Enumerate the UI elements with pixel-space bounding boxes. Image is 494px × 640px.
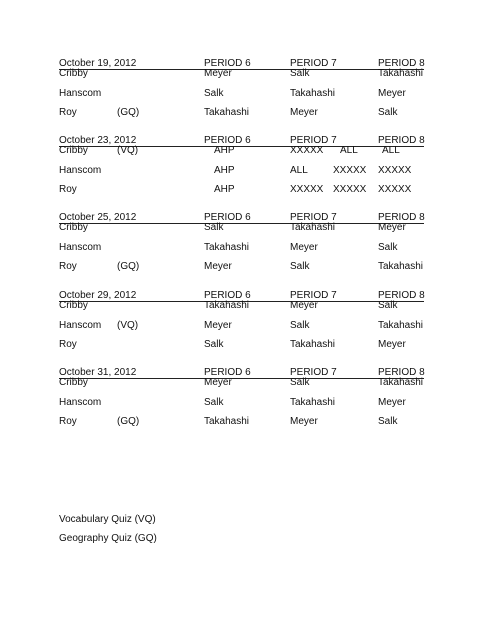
cell-period-7: Takahashi bbox=[290, 397, 336, 408]
period-6-header: PERIOD 6 bbox=[204, 290, 251, 301]
cell-period-7: Meyer bbox=[290, 416, 318, 427]
period-7-header: PERIOD 7 bbox=[290, 58, 337, 69]
cell-period-8: Meyer bbox=[378, 222, 406, 233]
cell-period-8: Salk bbox=[378, 242, 398, 253]
period-8-header: PERIOD 8 bbox=[378, 367, 425, 378]
cell-period-8: Salk bbox=[378, 107, 398, 118]
cell-period-7: Salk bbox=[290, 261, 310, 272]
table-row bbox=[0, 242, 494, 253]
table-row bbox=[0, 377, 494, 388]
table-row bbox=[0, 261, 494, 272]
student-name: Hanscom bbox=[59, 242, 102, 253]
cell-period-6: Takahashi bbox=[204, 300, 250, 311]
period-8-header: PERIOD 8 bbox=[378, 58, 425, 69]
quiz-tag: (GQ) bbox=[117, 261, 140, 272]
cell-period-6: Salk bbox=[204, 222, 224, 233]
section-date: October 25, 2012 bbox=[59, 212, 137, 223]
legend-geography-quiz: Geography Quiz (GQ) bbox=[59, 533, 157, 544]
table-row bbox=[0, 320, 494, 331]
cell-period-8: Takahashi bbox=[378, 320, 424, 331]
cell-period-7: Takahashi bbox=[290, 339, 336, 350]
student-name: Roy bbox=[59, 261, 77, 272]
table-row bbox=[0, 68, 494, 79]
cell-period-8: Meyer bbox=[378, 339, 406, 350]
cell-period-6: AHP bbox=[214, 145, 235, 156]
student-name: Roy bbox=[59, 184, 77, 195]
period-8-header: PERIOD 8 bbox=[378, 212, 425, 223]
table-row bbox=[0, 107, 494, 118]
cell-period-6: AHP bbox=[214, 184, 235, 195]
cell-period-7b: XXXXX bbox=[333, 184, 367, 195]
table-row bbox=[0, 300, 494, 311]
section-date: October 23, 2012 bbox=[59, 135, 137, 146]
quiz-tag: (GQ) bbox=[117, 416, 140, 427]
period-6-header: PERIOD 6 bbox=[204, 212, 251, 223]
period-6-header: PERIOD 6 bbox=[204, 135, 251, 146]
cell-period-8: Takahashi bbox=[378, 68, 424, 79]
cell-period-7: Salk bbox=[290, 68, 310, 79]
cell-period-8: XXXXX bbox=[378, 184, 412, 195]
table-row bbox=[0, 165, 494, 176]
student-name: Roy bbox=[59, 107, 77, 118]
student-name: Hanscom bbox=[59, 88, 102, 99]
table-row bbox=[0, 416, 494, 427]
table-row bbox=[0, 88, 494, 99]
cell-period-8: Meyer bbox=[378, 397, 406, 408]
cell-period-8: Takahashi bbox=[378, 261, 424, 272]
cell-period-8: Takahashi bbox=[378, 377, 424, 388]
cell-period-7: Meyer bbox=[290, 107, 318, 118]
cell-period-6: Meyer bbox=[204, 320, 232, 331]
table-row bbox=[0, 222, 494, 233]
cell-period-7: XXXXX bbox=[290, 184, 324, 195]
cell-period-7: XXXXX bbox=[290, 145, 324, 156]
student-name: Hanscom bbox=[59, 397, 102, 408]
cell-period-6: AHP bbox=[214, 165, 235, 176]
student-name: Cribby bbox=[59, 68, 88, 79]
quiz-tag: (VQ) bbox=[117, 145, 139, 156]
cell-period-7: ALL bbox=[290, 165, 308, 176]
cell-period-8: Salk bbox=[378, 300, 398, 311]
student-name: Cribby bbox=[59, 145, 88, 156]
cell-period-7: Takahashi bbox=[290, 222, 336, 233]
cell-period-7: Meyer bbox=[290, 242, 318, 253]
student-name: Hanscom bbox=[59, 320, 102, 331]
cell-period-8: Meyer bbox=[378, 88, 406, 99]
cell-period-6: Takahashi bbox=[204, 107, 250, 118]
period-8-header: PERIOD 8 bbox=[378, 290, 425, 301]
cell-period-6: Salk bbox=[204, 339, 224, 350]
period-7-header: PERIOD 7 bbox=[290, 290, 337, 301]
cell-period-8: Salk bbox=[378, 416, 398, 427]
student-name: Roy bbox=[59, 339, 77, 350]
cell-period-6: Meyer bbox=[204, 377, 232, 388]
student-name: Cribby bbox=[59, 377, 88, 388]
cell-period-6: Takahashi bbox=[204, 416, 250, 427]
student-name: Roy bbox=[59, 416, 77, 427]
cell-period-7: Meyer bbox=[290, 300, 318, 311]
cell-period-7: Salk bbox=[290, 377, 310, 388]
cell-period-7: Takahashi bbox=[290, 88, 336, 99]
student-name: Cribby bbox=[59, 300, 88, 311]
period-7-header: PERIOD 7 bbox=[290, 367, 337, 378]
period-6-header: PERIOD 6 bbox=[204, 58, 251, 69]
cell-period-6: Salk bbox=[204, 397, 224, 408]
student-name: Hanscom bbox=[59, 165, 102, 176]
cell-period-8: ALL bbox=[382, 145, 400, 156]
table-row bbox=[0, 397, 494, 408]
cell-period-6: Meyer bbox=[204, 261, 232, 272]
cell-period-7: Salk bbox=[290, 320, 310, 331]
cell-period-6: Takahashi bbox=[204, 242, 250, 253]
section-date: October 31, 2012 bbox=[59, 367, 137, 378]
cell-period-7b: ALL bbox=[340, 145, 358, 156]
cell-period-6: Salk bbox=[204, 88, 224, 99]
quiz-tag: (VQ) bbox=[117, 320, 139, 331]
table-row bbox=[0, 184, 494, 195]
period-6-header: PERIOD 6 bbox=[204, 367, 251, 378]
student-name: Cribby bbox=[59, 222, 88, 233]
period-7-header: PERIOD 7 bbox=[290, 212, 337, 223]
cell-period-8: XXXXX bbox=[378, 165, 412, 176]
table-row bbox=[0, 145, 494, 156]
section-date: October 29, 2012 bbox=[59, 290, 137, 301]
period-8-header: PERIOD 8 bbox=[378, 135, 425, 146]
section-date: October 19, 2012 bbox=[59, 58, 137, 69]
cell-period-6: Meyer bbox=[204, 68, 232, 79]
quiz-tag: (GQ) bbox=[117, 107, 140, 118]
legend-vocabulary-quiz: Vocabulary Quiz (VQ) bbox=[59, 514, 156, 525]
period-7-header: PERIOD 7 bbox=[290, 135, 337, 146]
table-row bbox=[0, 339, 494, 350]
cell-period-7b: XXXXX bbox=[333, 165, 367, 176]
